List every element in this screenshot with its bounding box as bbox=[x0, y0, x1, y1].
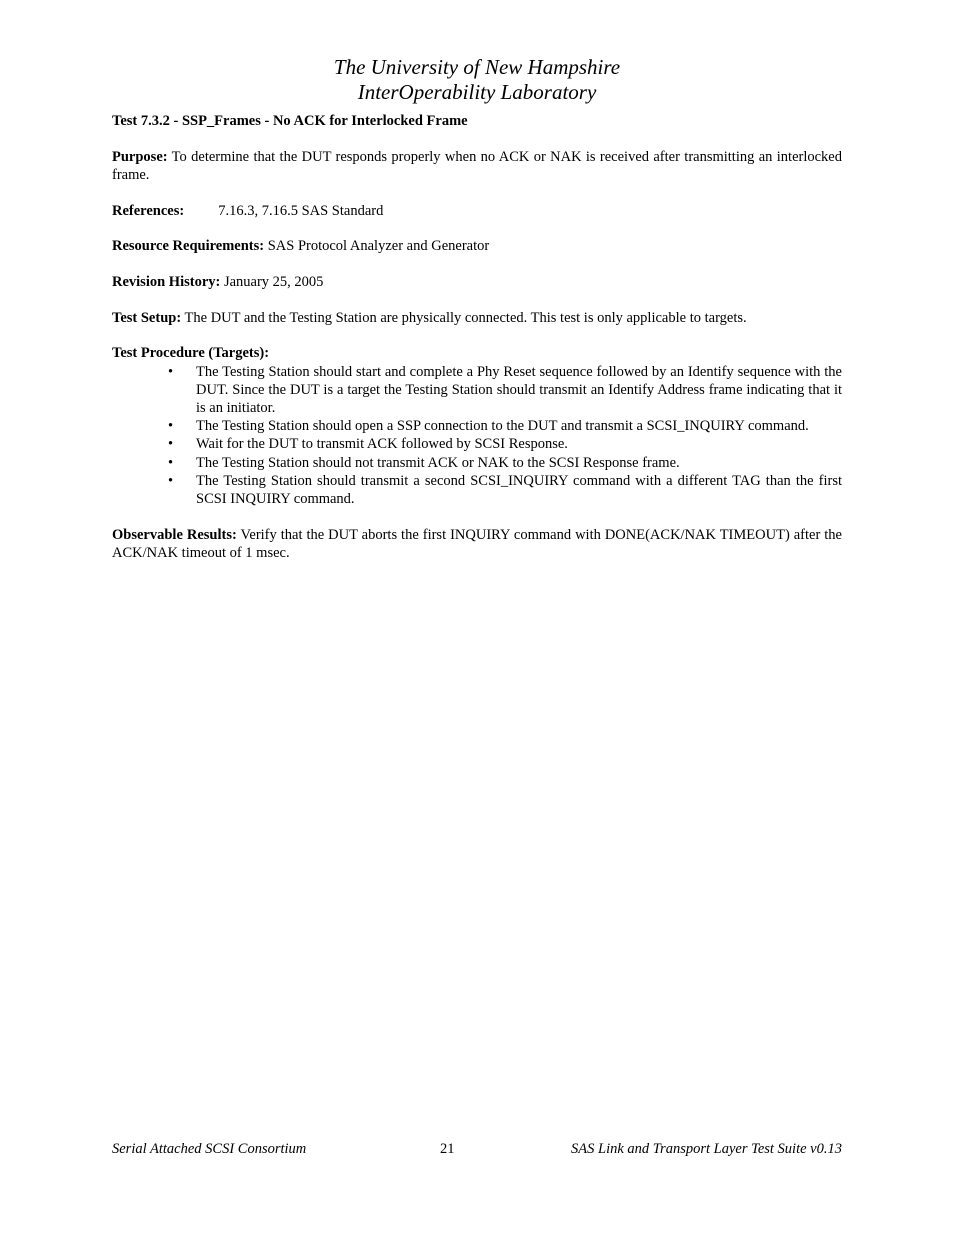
resources-section bbox=[112, 237, 842, 255]
page-footer bbox=[112, 1139, 842, 1159]
resources-text: SAS Protocol Analyzer and Generator bbox=[264, 238, 490, 255]
purpose-text: To determine that the DUT responds properly when no ACK or NAK is received after transmitting an interlocked frame. bbox=[112, 148, 842, 183]
document-page bbox=[112, 0, 842, 1235]
setup-text: The DUT and the Testing Station are physically connected. This test is only applicable to targets. bbox=[181, 309, 747, 326]
results-section bbox=[112, 526, 842, 562]
list-item: • The Testing Station should transmit a second SCSI_INQUIRY command with a different TAG than the first SCSI INQUIRY command. bbox=[168, 472, 842, 508]
results-text: Verify that the DUT aborts the first INQUIRY command with DONE(ACK/NAK TIMEOUT) after the ACK/NAK timeout of 1 msec. bbox=[112, 526, 842, 561]
page-number: 21 bbox=[440, 1141, 455, 1157]
test-title: Test 7.3.2 - SSP_Frames - No ACK for Interlocked Frame bbox=[112, 113, 468, 129]
list-item: • The Testing Station should start and complete a Phy Reset sequence followed by an Identify sequence with the DUT. Since the DUT is a target the Testing Station should transmit an Identify Address frame indicating that it is an initiator. bbox=[168, 363, 842, 417]
procedure-heading: Test Procedure (Targets): bbox=[112, 345, 270, 362]
bullet-icon: • bbox=[168, 363, 174, 380]
revision-section bbox=[112, 273, 842, 291]
list-item: • The Testing Station should not transmit ACK or NAK to the SCSI Response frame. bbox=[168, 454, 680, 471]
footer-consortium: Serial Attached SCSI Consortium bbox=[112, 1141, 307, 1157]
revision-text: January 25, 2005 bbox=[220, 274, 324, 291]
results-label: Observable Results: bbox=[112, 526, 237, 543]
setup-label: Test Setup: bbox=[112, 309, 182, 326]
resources-label: Resource Requirements: bbox=[112, 238, 265, 255]
footer-suite-title: SAS Link and Transport Layer Test Suite v0.13 bbox=[571, 1141, 842, 1157]
bullet-icon: • bbox=[168, 472, 174, 489]
list-item: • Wait for the DUT to transmit ACK followed by SCSI Response. bbox=[168, 436, 568, 453]
revision-label: Revision History: bbox=[112, 274, 221, 291]
bullet-icon: • bbox=[168, 436, 174, 453]
header-laboratory: InterOperability Laboratory bbox=[357, 80, 597, 104]
references-text: 7.16.3, 7.16.5 SAS Standard bbox=[218, 202, 384, 219]
page-header bbox=[112, 55, 842, 105]
bullet-icon: • bbox=[168, 418, 174, 435]
procedure-steps bbox=[112, 363, 842, 509]
references-label: References: bbox=[112, 202, 185, 219]
purpose-label: Purpose: bbox=[112, 148, 168, 165]
test-content bbox=[112, 112, 842, 580]
bullet-icon: • bbox=[168, 454, 174, 471]
list-item: • The Testing Station should open a SSP connection to the DUT and transmit a SCSI_INQUIRY command. bbox=[168, 418, 809, 435]
purpose-section bbox=[112, 148, 842, 184]
header-university: The University of New Hampshire bbox=[333, 55, 621, 79]
setup-section bbox=[112, 309, 842, 327]
references-section bbox=[112, 202, 842, 220]
